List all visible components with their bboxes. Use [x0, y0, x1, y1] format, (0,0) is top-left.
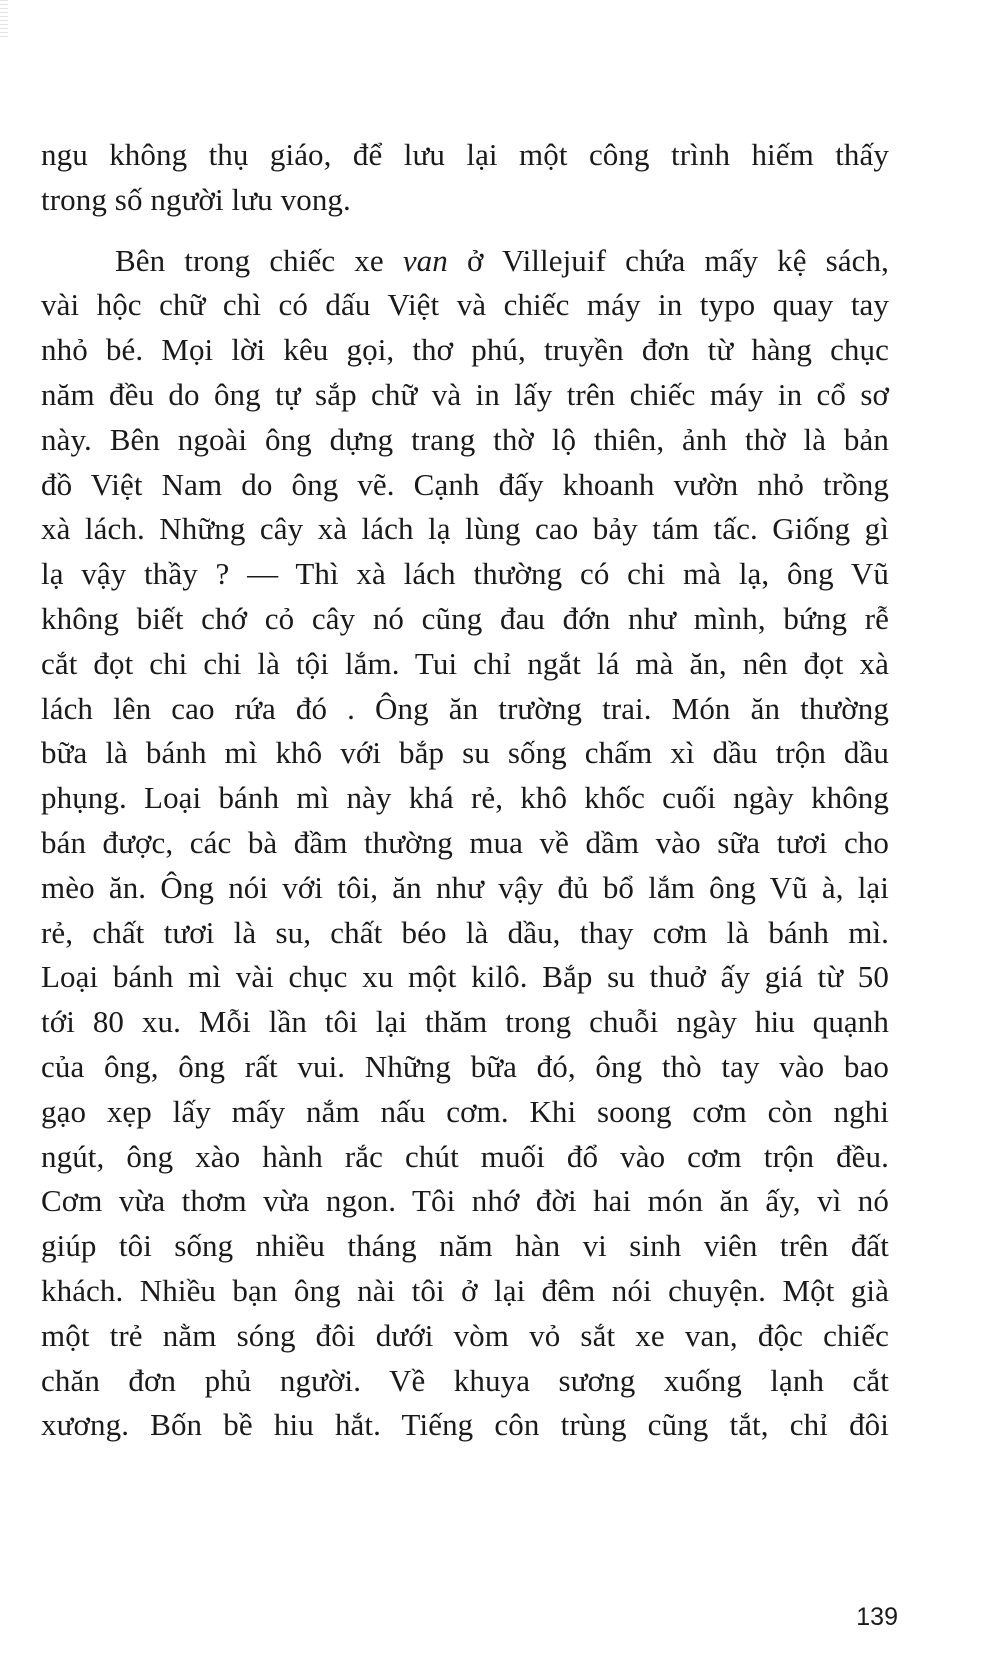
text-line: ngút, ông xào hành rắc chút muối đổ vào cơm trộn đều. — [41, 1138, 889, 1174]
text-line: vài hộc chữ chì có dấu Việt và chiếc máy in typo quay tay — [41, 287, 889, 323]
text-line-indented — [41, 239, 889, 284]
text-line: khách. Nhiều bạn ông nài tôi ở lại đêm nói chuyện. Một già — [41, 1272, 889, 1308]
text-line: này. Bên ngoài ông dựng trang thờ lộ thiên, ảnh thờ là bản — [41, 421, 889, 457]
text-line: của ông, ông rất vui. Những bữa đó, ông thò tay vào bao — [41, 1048, 889, 1084]
text-line: nhỏ bé. Mọi lời kêu gọi, thơ phú, truyền đơn từ hàng chục — [41, 332, 889, 368]
text-line: không biết chớ cỏ cây nó cũng đau đớn như mình, bứng rễ — [41, 600, 889, 636]
text-segment: Bên trong chiếc xe — [115, 242, 403, 278]
text-line: Cơm vừa thơm vừa ngon. Tôi nhớ đời hai món ăn ấy, vì nó — [41, 1183, 889, 1219]
text-line: xà lách. Những cây xà lách lạ lùng cao bảy tám tấc. Giống gì — [41, 511, 889, 547]
text-line: giúp tôi sống nhiều tháng năm hàn vi sinh viên trên đất — [41, 1228, 889, 1264]
text-line: xương. Bốn bề hiu hắt. Tiếng côn trùng cũng tắt, chỉ đôi — [41, 1407, 889, 1443]
text-line: tới 80 xu. Mỗi lần tôi lại thăm trong chuỗi ngày hiu quạnh — [41, 1004, 889, 1040]
text-line: phụng. Loại bánh mì này khá rẻ, khô khốc cuối ngày không — [41, 780, 889, 816]
text-line: lạ vậy thầy ? — Thì xà lách thường có chi mà lạ, ông Vũ — [41, 556, 889, 592]
text-line: mèo ăn. Ông nói với tôi, ăn như vậy đủ bổ lắm ông Vũ à, lại — [41, 869, 889, 905]
text-segment: ở Villejuif chứa mấy kệ sách, — [447, 242, 889, 278]
scan-edge-artifact — [0, 0, 8, 40]
text-line: ngu không thụ giáo, để lưu lại một công trình hiếm thấy — [41, 137, 889, 172]
paragraph-gap — [41, 223, 889, 239]
text-line: trong số người lưu vong. — [41, 181, 351, 217]
text-line: bán được, các bà đầm thường mua về dầm vào sữa tươi cho — [41, 824, 889, 860]
text-line: chăn đơn phủ người. Về khuya sương xuống lạnh cắt — [41, 1362, 889, 1398]
italic-word: van — [402, 242, 448, 278]
body-text — [41, 133, 889, 1448]
text-line: rẻ, chất tươi là su, chất béo là dầu, thay cơm là bánh mì. — [41, 914, 889, 950]
text-line: năm đều do ông tự sắp chữ và in lấy trên chiếc máy in cổ sơ — [41, 376, 889, 412]
text-line: Loại bánh mì vài chục xu một kilô. Bắp su thuở ấy giá từ 50 — [41, 959, 889, 995]
text-line: lách lên cao rứa đó . Ông ăn trường trai. Món ăn thường — [41, 690, 889, 726]
text-line: đồ Việt Nam do ông vẽ. Cạnh đấy khoanh vườn nhỏ trồng — [41, 466, 889, 502]
text-line: bữa là bánh mì khô với bắp su sống chấm xì dầu trộn dầu — [41, 735, 889, 771]
text-line: gạo xẹp lấy mấy nắm nấu cơm. Khi soong cơm còn nghi — [41, 1093, 889, 1129]
text-line: một trẻ nằm sóng đôi dưới vòm vỏ sắt xe van, độc chiếc — [41, 1317, 889, 1353]
text-line: cắt đọt chi chi là tội lắm. Tui chỉ ngắt lá mà ăn, nên đọt xà — [41, 645, 889, 681]
page-number: 139 — [856, 1603, 898, 1631]
